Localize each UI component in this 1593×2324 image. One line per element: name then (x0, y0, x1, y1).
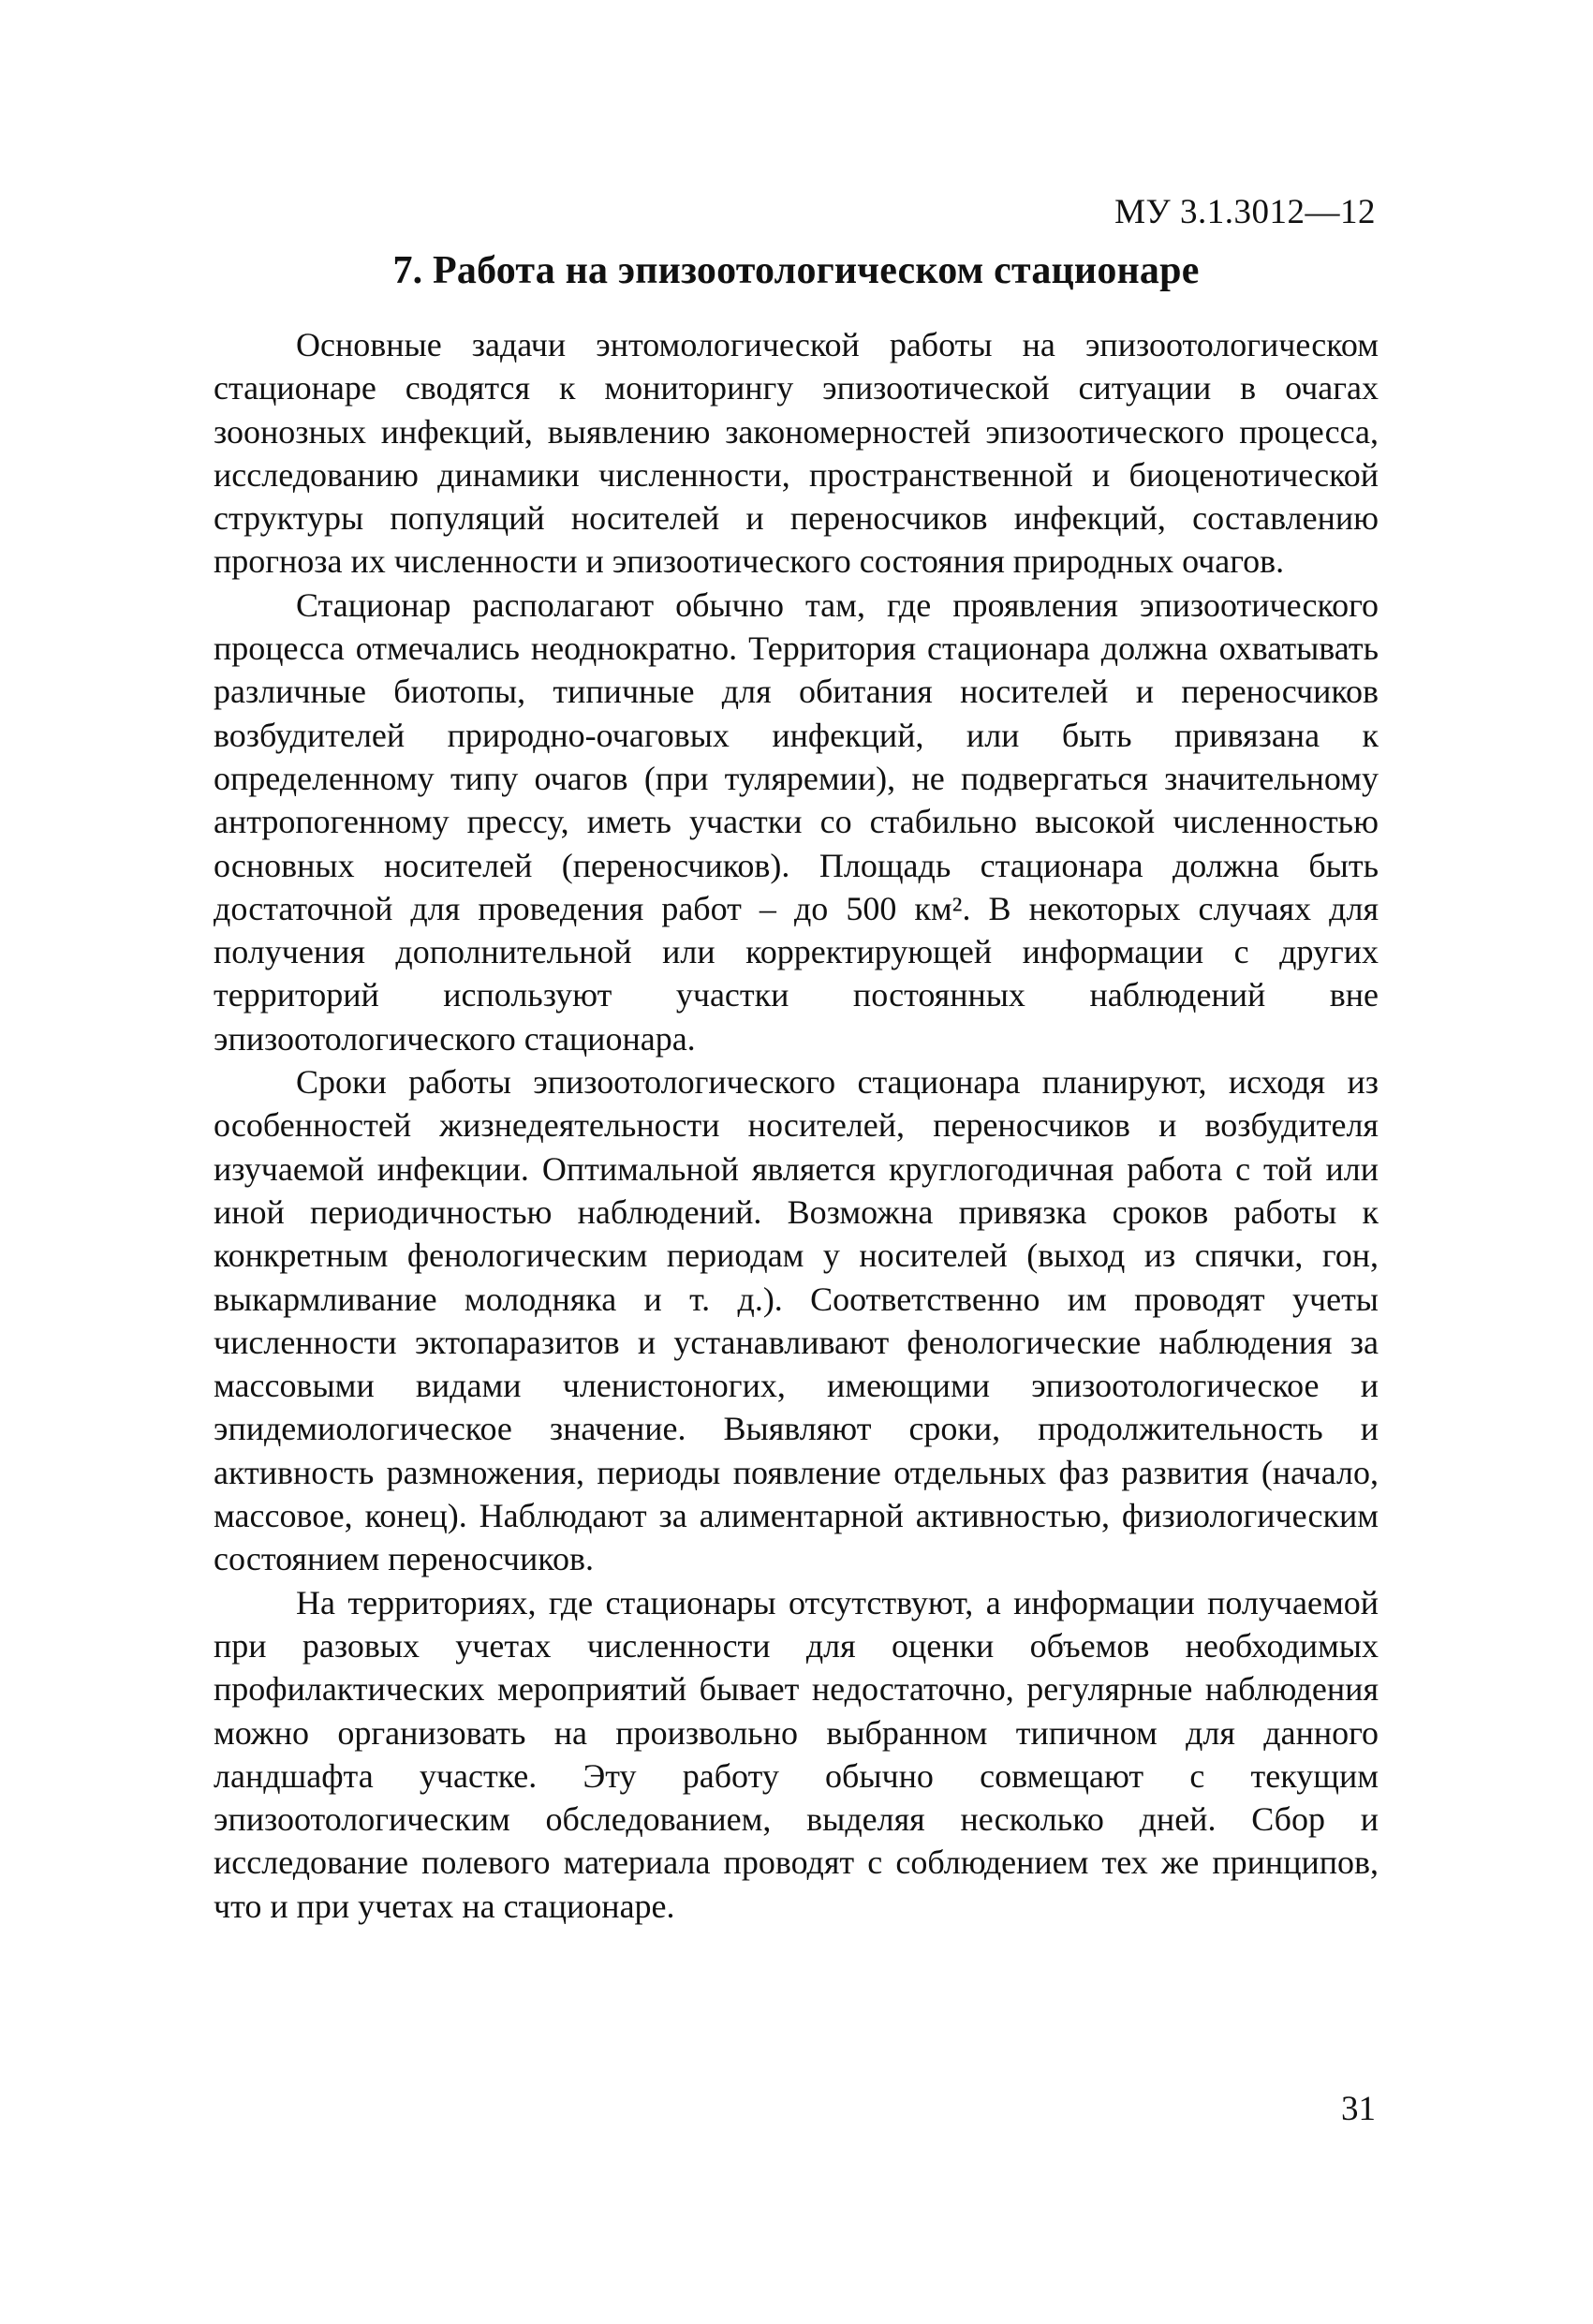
page-number: 31 (1341, 2090, 1376, 2128)
section-body (214, 323, 1379, 1928)
paragraph-no-station: На территориях, где стационары отсутствуют, а информации получаемой при разовых учетах численности для оценки объемов необходимых профилактических мероприятий бывает недостаточно, регулярные наблюдения можно организовать на произвольно выбранном типичном для данного ландшафта участке. Эту работу обычно совмещают с текущим эпизоотологическим обследованием, выделяя несколько дней. Сбор и исследование полевого материала проводят с соблюдением тех же принципов, что и при учетах на стационаре. (214, 1583, 1379, 1925)
paragraph-tasks: Основные задачи энтомологической работы на эпизоотологическом стационаре сводятся к мониторингу эпизоотической ситуации в очагах зоонозных инфекций, выявлению закономерностей эпизоотического процесса, исследованию динамики численности, пространственной и биоценотической структуры популяций носителей и переносчиков инфекций, составлению прогноза их численности и эпизоотического состояния природных очагов. (214, 326, 1379, 581)
paragraph-location: Стационар располагают обычно там, где проявления эпизоотического процесса отмечались неоднократно. Территория стационара должна охватывать различные биотопы, типичные для обитания носителей и переносчиков возбудителей природно-очаговых инфекций, или быть привязана к определенному типу очагов (при туляремии), не подвергаться значительному антропогенному прессу, иметь участки со стабильно высокой численностью основных носителей (переносчиков). Площадь стационара должна быть достаточной для проведения работ – до 500 км². В некоторых случаях для получения дополнительной или корректирующей информации с других территорий используют участки постоянных наблюдений вне эпизоотологического стационара. (214, 585, 1379, 1058)
document-code: МУ 3.1.3012—12 (1114, 193, 1376, 231)
section-title: 7. Работа на эпизоотологическом стационаре (392, 249, 1200, 292)
paragraph-schedule: Сроки работы эпизоотологического стационара планируют, исходя из особенностей жизнедеятельности носителей, переносчиков и возбудителя изучаемой инфекции. Оптимальной является круглогодичная работа с той или иной периодичностью наблюдений. Возможна привязка сроков работы к конкретным фенологическим периодам у носителей (выход из спячки, гон, выкармливание молодняка и т. д.). Соответственно им проводят учеты численности эктопаразитов и устанавливают фенологические наблюдения за массовыми видами членистоногих, имеющими эпизоотологическое и эпидемиологическое значение. Выявляют сроки, продолжительность и активность размножения, периоды появление отдельных фаз развития (начало, массовое, конец). Наблюдают за алиментарной активностью, физиологическим состоянием переносчиков. (214, 1063, 1379, 1578)
